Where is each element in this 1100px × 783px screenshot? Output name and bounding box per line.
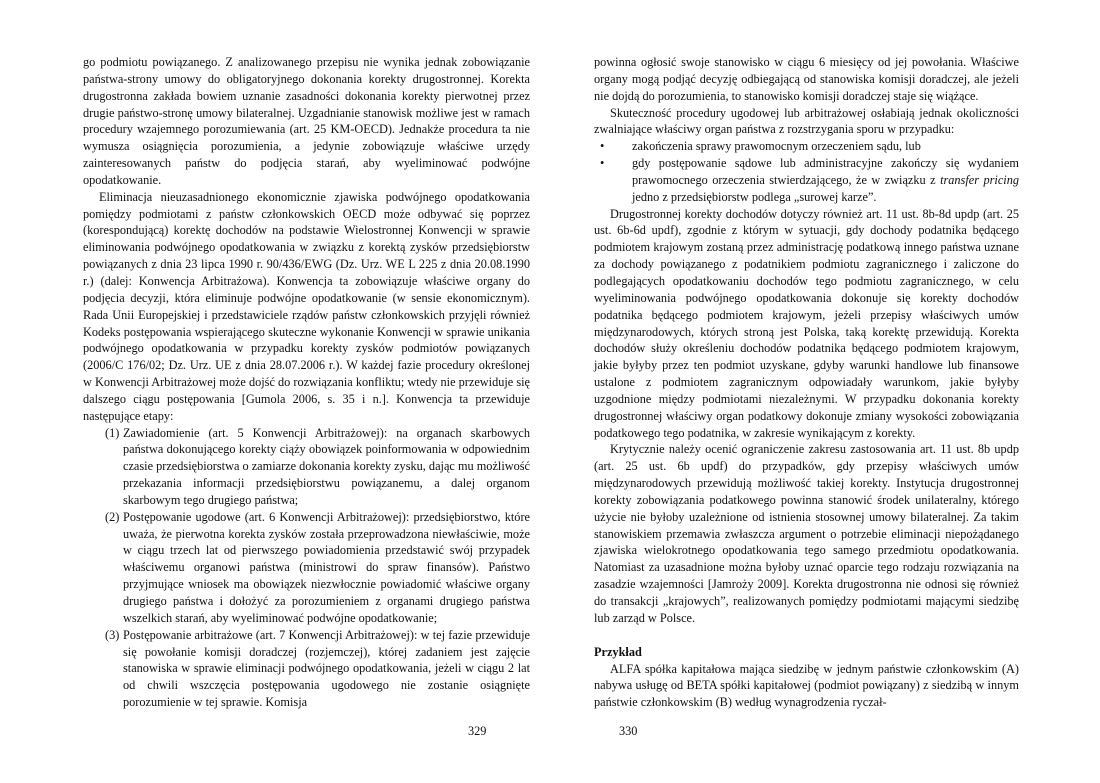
list-item-text: jedno z przedsiębiorstw podlega „surowej karze”. <box>632 189 877 204</box>
list-item <box>83 509 530 627</box>
paragraph: go podmiotu powiązanego. Z analizowanego przepisu nie wynika jednak zobowiązanie państwa-strony umowy do obligatoryjnego dokonania korekty drugostronnej. Korekta drugostronna zakłada bowiem uznanie zasadności dokonania korekty pierwotnej przez drugie państwo-stronę umowy bilateralnej. Uzgadnianie stanowisk możliwe jest w ramach procedury wzajemnego porozumiewania (art. 25 KM-OECD). Jednakże procedura ta nie wymusza osiągnięcia porozumienia, a jedynie zobowiązuje właściwe urzędy zainteresowanych państw do podjęcia starań, aby wyeliminować podwójne opodatkowanie. <box>83 55 530 187</box>
list-item-number: (2) <box>105 509 120 524</box>
left-page <box>83 54 530 744</box>
paragraph: Skuteczność procedury ugodowej lub arbitrażowej osłabiają jednak okoliczności zwalniające właściwy organ państwa z rozstrzygania sporu w przypadku: <box>594 105 1019 137</box>
list-item-number: (1) <box>105 425 120 440</box>
list-item-text: Postępowanie arbitrażowe (art. 7 Konwencji Arbitrażowej): w tej fazie przewiduje się powołanie komisji doradczej (rozjemczej), której zadaniem jest zajęcie stanowiska w sprawie eliminacji podwójnego opodatkowania, jeżeli w ciągu 2 lat od chwili wszczęcia postępowania ugodowego nie zostanie osiągnięte porozumienie w tej sprawie. Komisja <box>123 627 530 710</box>
italic-term: transfer pricing <box>940 172 1019 187</box>
example-heading: Przykład <box>594 644 642 659</box>
list-item <box>83 627 530 711</box>
circumstances-list <box>594 138 1019 205</box>
example-paragraph: ALFA spółka kapitałowa mająca siedzibę w jednym państwie członkowskim (A) nabywa usługę od BETA spółki kapitałowej (podmiot powiązany) z siedzibą w innym państwie członkowskim (B) według wynagrodzenia ryczał- <box>594 661 1019 710</box>
list-item: • zakończenia sprawy prawomocnym orzeczeniem sądu, lub <box>594 138 1019 155</box>
paragraph: powinna ogłosić swoje stanowisko w ciągu 6 miesięcy od jej powołania. Właściwe organy mogą podjąć decyzję odbiegającą od stanowiska komisji doradczej, ale jeżeli nie dojdą do porozumienia, to stanowisko komisji doradczej staje się wiążące. <box>594 55 1019 103</box>
page-number: 330 <box>619 724 638 738</box>
page-number: 329 <box>468 724 487 738</box>
paragraph: Eliminacja nieuzasadnionego ekonomicznie zjawiska podwójnego opodatkowania pomiędzy podmiotami z państw członkowskich OECD może odbywać się poprzez (korespondującą) korektę dochodów na podstawie Wielostronnej Konwencji w sprawie eliminowania podwójnego opodatkowania w związku z korektą zysków przedsiębiorstw powiązanych z dnia 23 lipca 1990 r. 90/436/EWG (Dz. Urz. WE L 225 z dnia 20.08.1990 r.) (dalej: Konwencja Arbitrażowa). Konwencja ta zobowiązuje właściwe organy do podjęcia decyzji, która eliminuje podwójne opodatkowanie (w sensie ekonomicznym). Rada Unii Europejskiej i przedstawiciele rządów państw członkowskich przyjęli również Kodeks postępowania wspierającego skuteczne wykonanie Konwencji w sprawie unikania podwójnego opodatkowania w przypadku korekty zysków podmiotów powiązanych (2006/C 176/02; Dz. Urz. UE z dnia 28.07.2006 r.). W każdej fazie procedury określonej w Konwencji Arbitrażowej może dojść do rozwiązania konfliktu; wtedy nie przewiduje się dalszego ciągu postępowania [Gumola 2006, s. 35 i n.]. Konwencja ta przewiduje następujące etapy: <box>83 189 530 423</box>
paragraph: Drugostronnej korekty dochodów dotyczy również art. 11 ust. 8b-8d updp (art. 25 ust. 6b-6d updf), zgodnie z którym w sytuacji, gdy dochody podatnika będącego podmiotem krajowym zostaną przez administrację podatkową innego państwa uznane za dochody powiązanego z podatnikiem podmiotu zagranicznego i zaliczone do podlegających opodatkowaniu dochodów tego podmiotu zagranicznego, w celu wyeliminowania podwójnego opodatkowania dokonuje się korekty dochodów podatnika będącego podmiotem krajowym, jeżeli przepisy właściwych umów międzynarodowych, których stroną jest Polska, taką korektę przewidują. Korekta dochodów służy określeniu dochodów podatnika będącego podmiotem krajowym, jakie byłyby przez ten podmiot uzyskane, gdyby warunki handlowe lub finansowe ustalone z podmiotem zagranicznym odpowiadały warunkom, jakie byłyby uzgodnione między podmiotami niezależnymi. W przypadku dokonania korekty drugostronnej właściwy organ podatkowy dokonuje zmiany wysokości zobowiązania podatkowego tego podatnika, w zakresie wynikającym z korekty. <box>594 206 1019 440</box>
list-item-text: gdy postępowanie sądowe lub administracyjne zakończy się wydaniem prawomocnego orzeczenia stwierdzającego, że w związku z <box>632 156 1019 187</box>
list-item-number: (3) <box>105 627 120 642</box>
paragraph: Krytycznie należy ocenić ograniczenie zakresu zastosowania art. 11 ust. 8b updp (art. 25 ust. 6b updf) do przypadków, gdy przepisy właściwych umów międzynarodowych przewidują możliwość takiej korekty. Instytucja drugostronnej korekty zobowiązania podatkowego powinna stanowić środek unilateralny, którego użycie nie byłoby uzależnione od istnienia stosownej umowy bilateralnej. Za takim stanowiskiem przemawia zwłaszcza argument o potrzebie eliminacji niepożądanego zjawiska wielokrotnego opodatkowania tego samego przedmiotu opodatkowania. Natomiast za uzasadnione można byłoby uznać oparcie tego rodzaju rozwiązania na zasadzie wzajemności [Jamroży 2009]. Korekta drugostronna nie odnosi się również do transakcji „krajowych”, realizowanych pomiędzy podmiotami mającymi siedzibę lub zarząd w Polsce. <box>594 442 1019 625</box>
list-item-text: Zawiadomienie (art. 5 Konwencji Arbitrażowej): na organach skarbowych państwa dokonującego korekty ciąży obowiązek poinformowania w odpowiednim czasie przedsiębiorstwa o zamiarze dokonania korekty zysku, dając mu możliwość przekazania informacji przedsiębiorstwu powiązanemu, a dalej organom skarbowym tego drugiego państwa; <box>123 425 531 507</box>
list-item <box>83 425 530 509</box>
list-item <box>594 155 1019 206</box>
list-item-text: Postępowanie ugodowe (art. 6 Konwencji Arbitrażowej): przedsiębiorstwo, które uważa, że pierwotna korekta zysków została przeprowadzona niewłaściwie, może w ciągu trzech lat od pierwszego powiadomienia przedstawić swój przypadek właściwemu organowi państwa (ministrowi do spraw finansów). Państwo przyjmujące wniosek ma obowiązek niezwłocznie powiadomić właściwe organy drugiego państwa i dołożyć za porozumieniem z organami drugiego państwa wszelkich starań, aby wyeliminować podwójne opodatkowanie; <box>123 509 530 625</box>
procedure-steps-list <box>83 425 530 711</box>
right-page <box>594 54 1019 744</box>
